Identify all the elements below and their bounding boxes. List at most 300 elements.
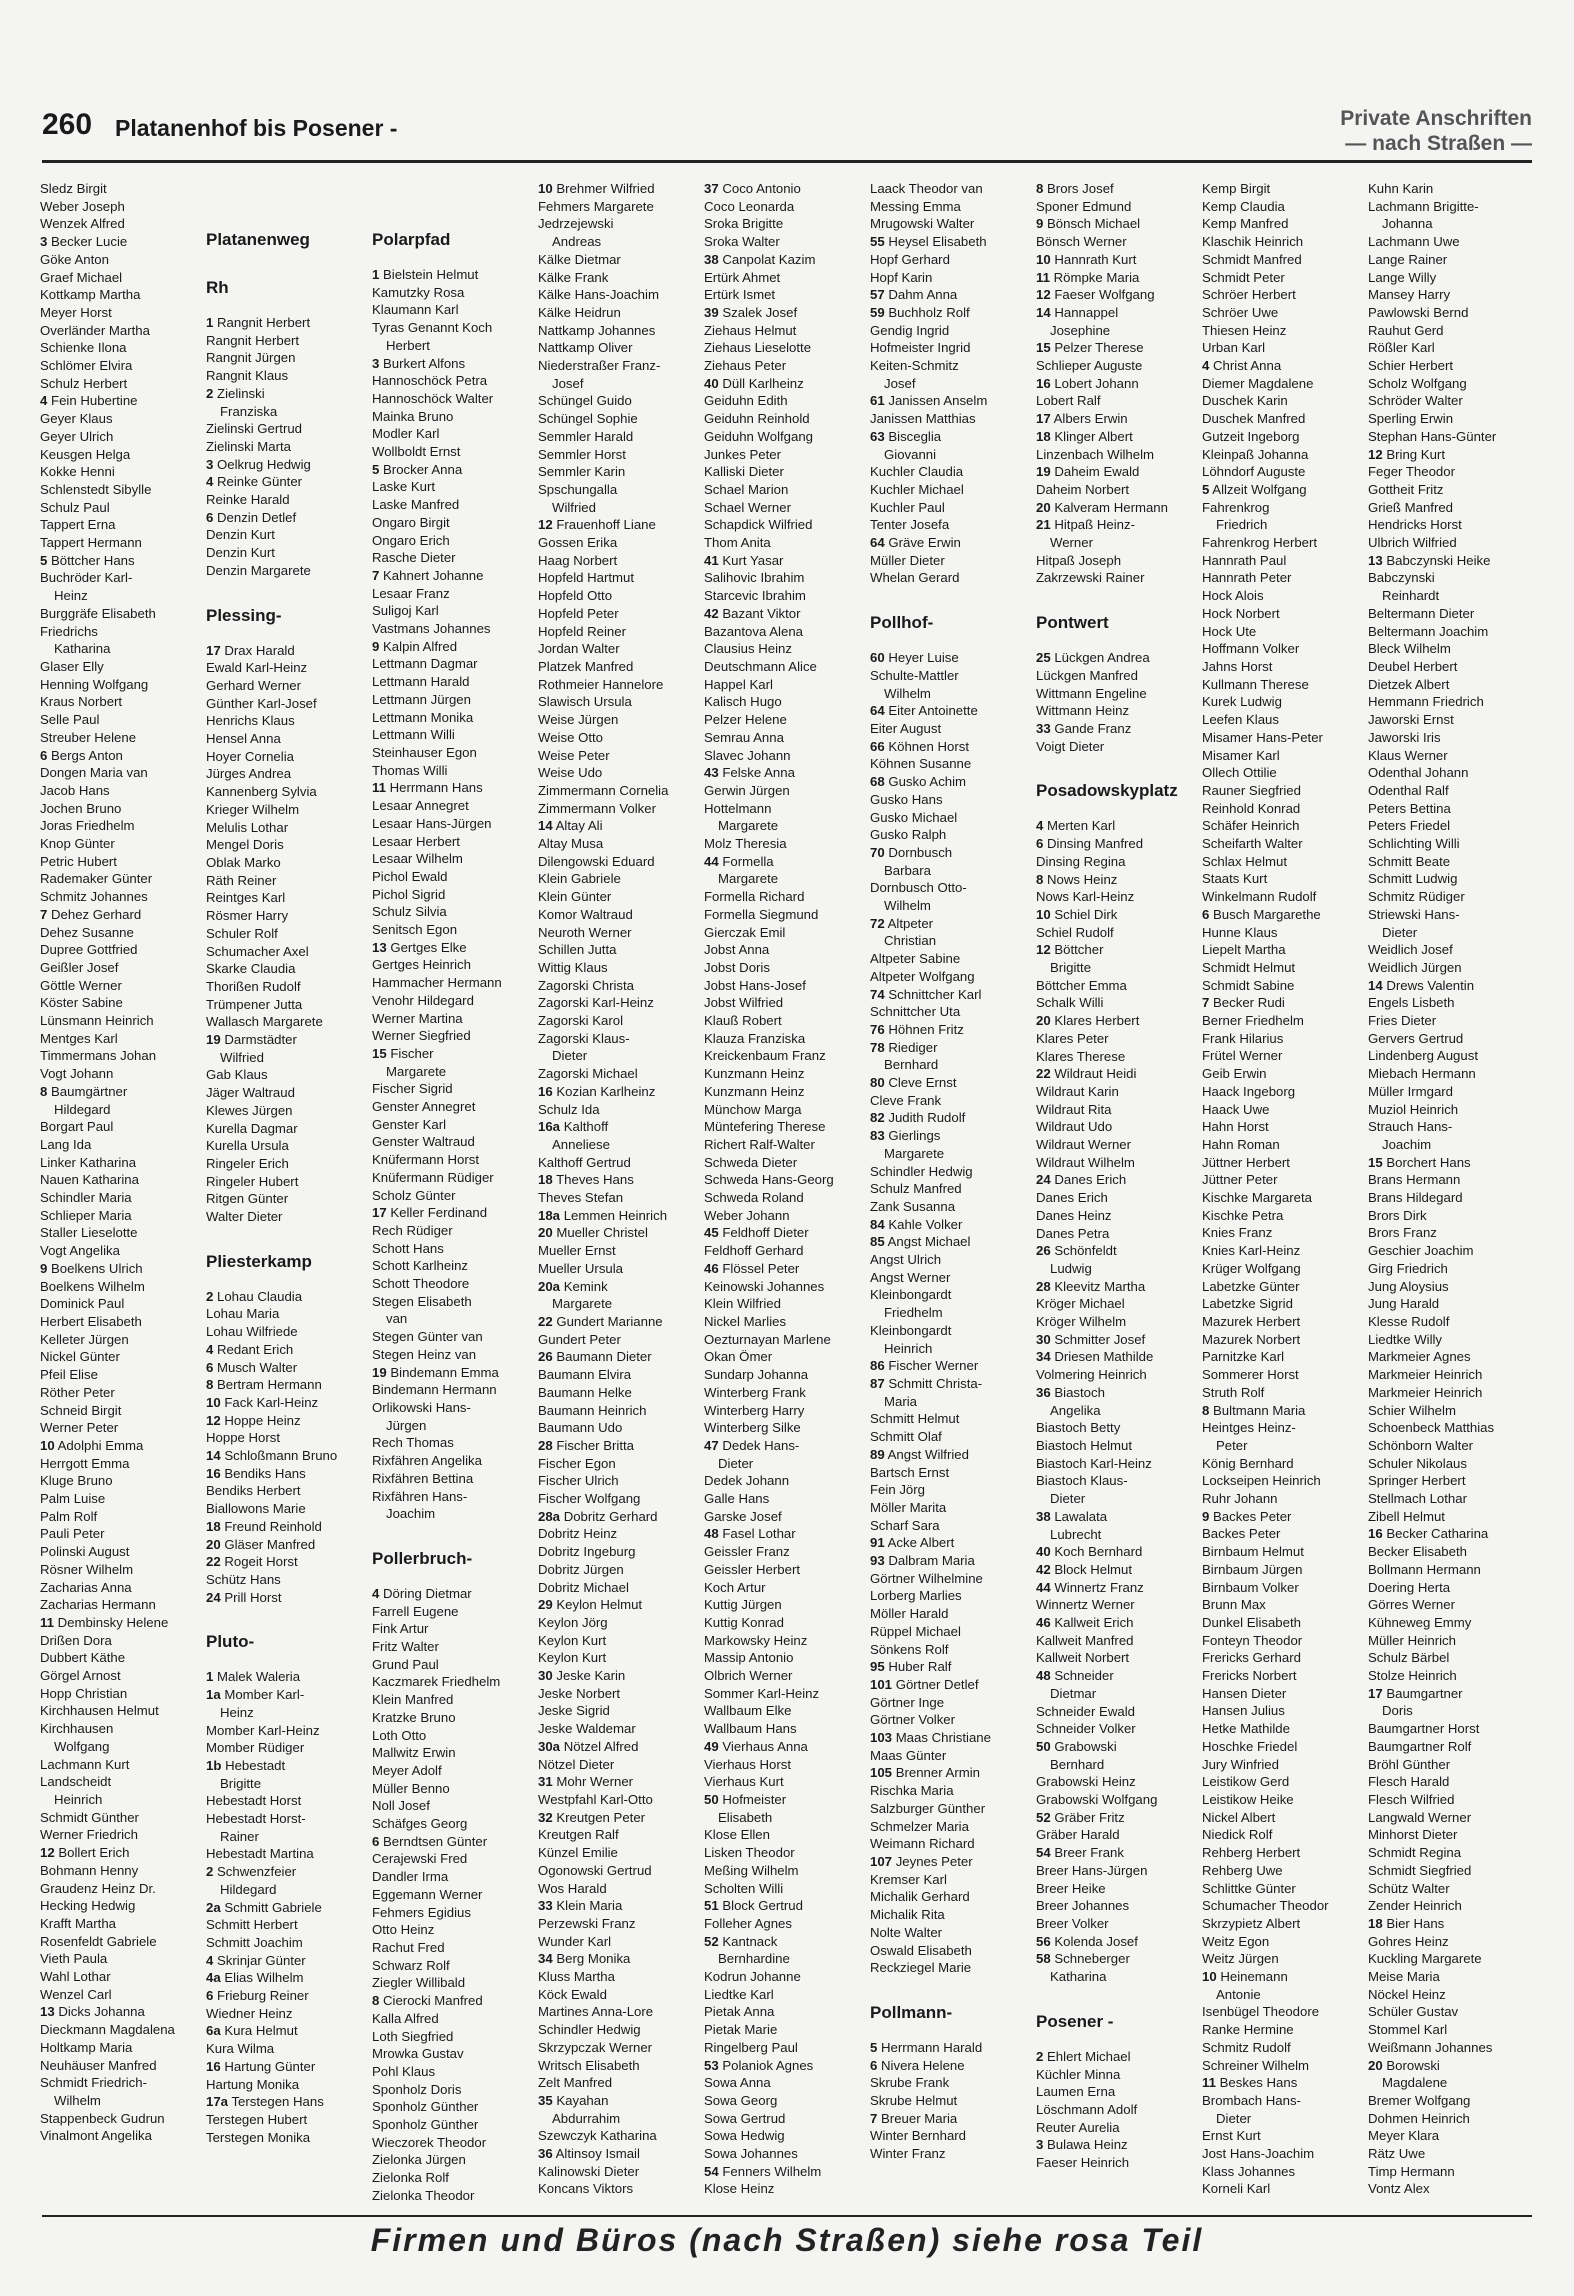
- resident-entry: [40, 180, 200, 198]
- resident-entry: [538, 2039, 698, 2057]
- house-number: 6: [40, 747, 48, 763]
- resident-entry: [372, 1780, 532, 1798]
- resident-entry: [372, 2187, 532, 2205]
- resident-name: Künzel Emilie: [538, 1845, 618, 1861]
- resident-name: Schulz Manfred: [870, 1181, 962, 1197]
- resident-name: Graef Michael: [40, 269, 123, 285]
- resident-name: Gervers Gertrud: [1368, 1030, 1464, 1046]
- resident-name: Schneberger: [1054, 1951, 1130, 1967]
- resident-name: Heinemann: [1220, 1969, 1288, 1985]
- house-number: 15: [1036, 340, 1051, 356]
- resident-entry: [538, 1632, 698, 1650]
- resident-name: Gusko Ralph: [870, 827, 947, 843]
- resident-entry: [704, 1455, 864, 1473]
- resident-name: Zielinski Gertrud: [206, 421, 303, 437]
- house-number: 1: [372, 267, 380, 282]
- resident-entry: [538, 1596, 698, 1614]
- resident-entry: [40, 1207, 200, 1225]
- house-number: 30a: [538, 1738, 561, 1754]
- resident-name: Frank Hilarius: [1202, 1030, 1284, 1046]
- resident-name: Schlax Helmut: [1202, 853, 1288, 869]
- resident-entry: [870, 410, 1030, 428]
- resident-name: Rätz Uwe: [1368, 2146, 1426, 2162]
- resident-entry: [40, 1030, 200, 1048]
- resident-name: Görgel Arnost: [40, 1668, 121, 1684]
- resident-entry: [870, 286, 1030, 304]
- resident-name: Schüngel Sophie: [538, 411, 638, 427]
- resident-name: Jäger Waltraud: [206, 1085, 295, 1101]
- resident-name: Rauner Siegfried: [1202, 782, 1301, 798]
- resident-name: Richert Ralf-Walter: [704, 1136, 815, 1152]
- resident-name: Thorißen Rudolf: [206, 978, 301, 994]
- resident-name: Jacob Hans: [40, 782, 110, 798]
- resident-entry: [1368, 322, 1528, 340]
- resident-name: Malek Waleria: [217, 1669, 301, 1685]
- resident-name: Kahle Volker: [888, 1216, 963, 1232]
- resident-entry: [1202, 1685, 1362, 1703]
- resident-entry: [1368, 552, 1528, 570]
- resident-name: Block Gertrud: [722, 1898, 803, 1914]
- resident-entry: [1368, 357, 1528, 375]
- resident-name: Jeske Norbert: [538, 1685, 621, 1701]
- resident-entry: [1036, 1048, 1196, 1066]
- resident-entry: [870, 534, 1030, 552]
- house-number: 20: [1368, 2057, 1383, 2073]
- resident-name: Kuttig Jürgen: [704, 1597, 782, 1613]
- house-number: 12: [1368, 446, 1383, 462]
- resident-name: Kreutgen Ralf: [538, 1827, 619, 1843]
- resident-entry: [40, 676, 200, 694]
- resident-entry: [40, 2003, 200, 2021]
- resident-name: Baumgartner Rolf: [1368, 1738, 1472, 1754]
- resident-name: Borowski: [1386, 2057, 1440, 2073]
- street-heading: Pluto-: [206, 1632, 255, 1652]
- resident-entry: [1202, 392, 1362, 410]
- resident-name: Parnitzke Karl: [1202, 1349, 1285, 1365]
- resident-name: Margarete: [718, 818, 779, 834]
- resident-name: Joras Friedhelm: [40, 818, 135, 834]
- resident-entry: [704, 1543, 864, 1561]
- house-number: 24: [206, 1589, 221, 1605]
- resident-name: Kemink: [563, 1278, 608, 1294]
- resident-entry: [538, 534, 698, 552]
- resident-entry: [40, 1738, 200, 1756]
- resident-entry: [704, 1702, 864, 1720]
- resident-name: Herrmann Harald: [881, 2039, 983, 2055]
- resident-name: Danes Petra: [1036, 1225, 1110, 1241]
- resident-entry: [372, 1310, 532, 1328]
- resident-name: Kamutzky Rosa: [372, 284, 465, 300]
- house-number: 6: [870, 2057, 878, 2073]
- resident-name: Sowa Johannes: [704, 2146, 798, 2162]
- resident-name: Wittig Klaus: [538, 959, 608, 975]
- resident-name: Labetzke Sigrid: [1202, 1296, 1293, 1312]
- house-number: 14: [538, 818, 553, 834]
- resident-entry: [1202, 1065, 1362, 1083]
- resident-entry: [1036, 1649, 1196, 1667]
- resident-entry: [40, 1402, 200, 1420]
- resident-entry: [704, 375, 864, 393]
- resident-entry: [40, 198, 200, 216]
- resident-name: Geiduhn Reinhold: [704, 411, 810, 427]
- resident-entry: [704, 817, 864, 835]
- resident-entry: [1202, 1738, 1362, 1756]
- street-heading: Posadowskyplatz: [1036, 781, 1178, 801]
- resident-name: Kleinbongardt: [870, 1287, 952, 1303]
- resident-entry: [538, 1897, 698, 1915]
- resident-entry: [1202, 888, 1362, 906]
- resident-entry: [1368, 1525, 1528, 1543]
- resident-entry: [1036, 1331, 1196, 1349]
- street-heading: Rh: [206, 278, 229, 297]
- resident-entry: [538, 1986, 698, 2004]
- resident-name: Lohau Claudia: [217, 1288, 303, 1304]
- resident-name: Schmitt Olaf: [870, 1429, 942, 1445]
- resident-entry: [372, 2081, 532, 2099]
- resident-name: Schmitt Joachim: [206, 1934, 303, 1950]
- resident-name: Liedtke Karl: [704, 1986, 774, 2002]
- resident-entry: [870, 1056, 1030, 1074]
- resident-entry: [372, 301, 532, 319]
- house-number: 22: [538, 1314, 553, 1329]
- resident-entry: [372, 1505, 532, 1523]
- resident-name: Coco Leonarda: [704, 198, 795, 214]
- resident-entry: [40, 1490, 200, 1508]
- resident-name: Timmermans Johan: [40, 1048, 157, 1064]
- house-number: 9: [372, 638, 380, 654]
- resident-entry: [1368, 569, 1528, 587]
- resident-name: Meise Maria: [1368, 1969, 1440, 1985]
- resident-entry: [40, 711, 200, 729]
- resident-name: Koncans Viktors: [538, 2181, 634, 2197]
- resident-entry: [870, 215, 1030, 233]
- resident-entry: [870, 649, 1030, 667]
- resident-entry: [1368, 2127, 1528, 2145]
- resident-entry: [206, 2093, 366, 2111]
- resident-name: Kallweit Erich: [1054, 1615, 1134, 1631]
- resident-name: Reinke Günter: [217, 474, 303, 490]
- resident-name: Dahm Anna: [888, 287, 958, 303]
- resident-entry: [870, 1092, 1030, 1110]
- resident-entry: [372, 762, 532, 780]
- resident-entry: [40, 1472, 200, 1490]
- resident-entry: [1202, 2021, 1362, 2039]
- resident-entry: [704, 1756, 864, 1774]
- resident-name: Misamer Hans-Peter: [1202, 729, 1323, 745]
- resident-name: Muziol Heinrich: [1368, 1101, 1459, 1117]
- resident-name: Heintges Heinz-: [1202, 1420, 1296, 1436]
- resident-entry: [372, 2134, 532, 2152]
- resident-name: Giovanni: [884, 446, 937, 462]
- resident-entry: [1036, 738, 1196, 756]
- resident-name: Gendig Ingrid: [870, 322, 950, 338]
- resident-name: Jobst Anna: [704, 942, 770, 958]
- resident-entry: [870, 773, 1030, 791]
- resident-name: Günther Karl-Josef: [206, 695, 317, 711]
- resident-name: Schmitter Josef: [1054, 1331, 1146, 1347]
- resident-name: Jung Harald: [1368, 1296, 1440, 1312]
- resident-entry: [870, 1251, 1030, 1269]
- resident-name: Anneliese: [552, 1136, 610, 1152]
- resident-name: Henning Wolfgang: [40, 676, 149, 692]
- resident-entry: [870, 1074, 1030, 1092]
- resident-entry: [206, 677, 366, 695]
- resident-name: Babczynski: [1368, 570, 1435, 586]
- resident-name: Kirchhausen: [40, 1721, 114, 1737]
- resident-name: Oezturnayan Marlene: [704, 1331, 831, 1347]
- resident-name: Rech Rüdiger: [372, 1222, 453, 1238]
- resident-name: Kälke Dietmar: [538, 251, 621, 267]
- resident-name: Hofmeister Ingrid: [870, 340, 971, 356]
- resident-name: Elisabeth: [718, 1809, 773, 1825]
- resident-name: Biastoch Karl-Heinz: [1036, 1455, 1152, 1471]
- resident-name: Zagorski Klaus-: [538, 1030, 630, 1046]
- resident-entry: [1202, 251, 1362, 269]
- house-number: 8: [1202, 1402, 1210, 1418]
- resident-entry: [1202, 1260, 1362, 1278]
- resident-name: Römpke Maria: [1053, 269, 1140, 285]
- resident-entry: [1202, 304, 1362, 322]
- house-number: 54: [704, 2163, 719, 2179]
- resident-name: Wittmann Heinz: [1036, 703, 1130, 719]
- resident-name: Jobst Wilfried: [704, 995, 784, 1011]
- resident-entry: [1036, 888, 1196, 906]
- resident-name: Breuer Maria: [881, 2110, 958, 2126]
- resident-entry: [1368, 1915, 1528, 1933]
- resident-name: Scheifarth Walter: [1202, 836, 1303, 852]
- resident-entry: [704, 1809, 864, 1827]
- resident-name: Dobritz Heinz: [538, 1526, 618, 1542]
- house-number: 78: [870, 1039, 885, 1055]
- resident-name: Gutzeit Ingeborg: [1202, 428, 1300, 444]
- resident-name: Petric Hubert: [40, 853, 117, 869]
- resident-entry: [1036, 1189, 1196, 1207]
- resident-name: Klose Heinz: [704, 2181, 775, 2197]
- house-number: 87: [870, 1376, 885, 1391]
- resident-name: Böttcher Hans: [51, 552, 135, 568]
- resident-entry: [206, 1412, 366, 1430]
- resident-entry: [538, 977, 698, 995]
- resident-entry: [1036, 1118, 1196, 1136]
- resident-entry: [1036, 1508, 1196, 1526]
- resident-entry: [1036, 1402, 1196, 1420]
- resident-entry: [40, 357, 200, 375]
- resident-entry: [1036, 702, 1196, 720]
- house-number: 83: [870, 1128, 885, 1144]
- resident-name: Jung Aloysius: [1368, 1278, 1449, 1294]
- resident-entry: [1036, 1844, 1196, 1862]
- street-heading: Platanenweg: [206, 230, 310, 249]
- resident-entry: [704, 729, 864, 747]
- resident-entry: [1368, 1809, 1528, 1827]
- resident-entry: [40, 2127, 200, 2145]
- resident-entry: [704, 1419, 864, 1437]
- resident-name: Geyer Ulrich: [40, 428, 114, 444]
- resident-entry: [40, 322, 200, 340]
- resident-name: Niedick Rolf: [1202, 1827, 1273, 1843]
- resident-name: Ewald Karl-Heinz: [206, 660, 308, 676]
- resident-name: Klauß Robert: [704, 1013, 782, 1029]
- resident-name: Dunkel Elisabeth: [1202, 1614, 1301, 1630]
- house-number: 58: [1036, 1951, 1051, 1967]
- resident-name: Winterberg Frank: [704, 1384, 806, 1400]
- resident-entry: [870, 1906, 1030, 1924]
- resident-entry: [1368, 2092, 1528, 2110]
- resident-name: Knies Franz: [1202, 1225, 1273, 1241]
- resident-entry: [704, 286, 864, 304]
- resident-name: Friedrich: [1216, 517, 1268, 533]
- resident-entry: [1036, 1791, 1196, 1809]
- resident-name: Weimann Richard: [870, 1836, 975, 1852]
- resident-entry: [206, 562, 366, 580]
- resident-name: Skrinjar Günter: [217, 1952, 306, 1968]
- page-number: 260: [42, 108, 93, 141]
- resident-name: Jahns Horst: [1202, 658, 1273, 674]
- house-number: 6: [206, 1359, 214, 1375]
- resident-entry: [206, 712, 366, 730]
- resident-entry: [1368, 2057, 1528, 2075]
- resident-entry: [704, 658, 864, 676]
- resident-name: Rosenfeldt Gabriele: [40, 1933, 157, 1949]
- resident-name: Denzin Margarete: [206, 562, 311, 578]
- resident-name: Kleinbongardt: [870, 1322, 952, 1338]
- resident-entry: [538, 499, 698, 517]
- resident-entry: [372, 1638, 532, 1656]
- resident-entry: [1368, 1472, 1528, 1490]
- resident-name: Hildegard: [220, 1881, 277, 1897]
- resident-name: Laumen Erna: [1036, 2084, 1116, 2100]
- resident-name: Kuchler Paul: [870, 499, 945, 515]
- resident-entry: [870, 755, 1030, 773]
- resident-name: Gierlings: [888, 1128, 941, 1144]
- street-heading: Pontwert: [1036, 613, 1109, 633]
- resident-entry: [1202, 1207, 1362, 1225]
- resident-entry: [1202, 428, 1362, 446]
- resident-name: Koch Bernhard: [1054, 1544, 1143, 1560]
- resident-entry: [538, 215, 698, 233]
- resident-entry: [1368, 1083, 1528, 1101]
- resident-name: Dalbram Maria: [888, 1553, 975, 1569]
- resident-name: Engels Lisbeth: [1368, 995, 1455, 1011]
- resident-name: Diemer Magdalene: [1202, 375, 1314, 391]
- resident-entry: [372, 974, 532, 992]
- resident-entry: [1036, 685, 1196, 703]
- resident-name: Dehez Gerhard: [51, 906, 142, 922]
- resident-entry: [206, 1536, 366, 1554]
- house-number: 10: [538, 181, 553, 196]
- resident-name: Schmitt Christa-: [888, 1376, 983, 1391]
- resident-name: Abdurrahim: [552, 2110, 621, 2126]
- resident-name: Gräber Fritz: [1054, 1809, 1125, 1825]
- resident-entry: [538, 1278, 698, 1296]
- resident-name: Weber Johann: [704, 1207, 790, 1223]
- resident-entry: [870, 1039, 1030, 1057]
- resident-name: Lachmann Uwe: [1368, 234, 1460, 250]
- resident-entry: [206, 783, 366, 801]
- resident-name: Sowa Hedwig: [704, 2128, 785, 2144]
- resident-name: Leistikow Heike: [1202, 1791, 1294, 1807]
- resident-name: Kemp Claudia: [1202, 198, 1285, 214]
- resident-entry: [704, 1012, 864, 1030]
- house-number: 10: [1036, 906, 1051, 922]
- resident-entry: [40, 924, 200, 942]
- resident-entry: [1202, 1525, 1362, 1543]
- resident-name: Tyras Genannt Koch: [372, 320, 493, 336]
- resident-name: Lang Ida: [40, 1136, 92, 1152]
- resident-entry: [1202, 977, 1362, 995]
- resident-entry: [1036, 1667, 1196, 1685]
- resident-name: Biastoch: [1054, 1384, 1105, 1400]
- resident-name: Sperling Erwin: [1368, 411, 1454, 427]
- resident-entry: [1202, 1579, 1362, 1597]
- resident-entry: [870, 1835, 1030, 1853]
- resident-name: Kreickenbaum Franz: [704, 1048, 826, 1064]
- resident-entry: [1036, 410, 1196, 428]
- house-number: 12: [1036, 287, 1051, 303]
- resident-name: Biallowons Marie: [206, 1501, 306, 1517]
- resident-name: Allzeit Wolfgang: [1212, 481, 1307, 497]
- resident-name: Scharf Sara: [870, 1517, 940, 1533]
- house-number: 1b: [206, 1757, 222, 1773]
- resident-name: Altpeter: [887, 915, 934, 931]
- resident-entry: [870, 1393, 1030, 1411]
- resident-name: Jürgen: [386, 1417, 427, 1433]
- resident-name: Kischke Petra: [1202, 1207, 1284, 1223]
- resident-name: Pelzer Helene: [704, 712, 787, 728]
- house-number: 8: [40, 1083, 48, 1099]
- resident-entry: [538, 1614, 698, 1632]
- resident-name: Bulawa Heinz: [1047, 2137, 1128, 2153]
- house-number: 15: [372, 1045, 387, 1061]
- resident-entry: [1368, 1773, 1528, 1791]
- resident-name: Gertges Elke: [390, 939, 467, 955]
- resident-entry: [538, 1331, 698, 1349]
- resident-name: Skrube Helmut: [870, 2093, 958, 2109]
- resident-name: Dedek Hans-: [722, 1437, 800, 1453]
- resident-entry: [1036, 1933, 1196, 1951]
- house-number: 30: [538, 1668, 553, 1684]
- resident-entry: [206, 526, 366, 544]
- resident-name: Platzek Manfred: [538, 658, 634, 674]
- resident-entry: [538, 1207, 698, 1225]
- resident-entry: [870, 791, 1030, 809]
- resident-name: Sundarp Johanna: [704, 1367, 809, 1383]
- resident-entry: [1368, 1224, 1528, 1242]
- resident-name: Liedtke Willy: [1368, 1331, 1443, 1347]
- resident-entry: [870, 357, 1030, 375]
- resident-name: Hottelmann: [704, 800, 772, 816]
- resident-name: Heyer Luise: [888, 650, 959, 666]
- house-number: 48: [1036, 1668, 1051, 1684]
- resident-entry: [704, 552, 864, 570]
- resident-entry: [870, 1357, 1030, 1375]
- resident-entry: [1368, 924, 1528, 942]
- resident-entry: [1202, 1720, 1362, 1738]
- resident-name: Müntefering Therese: [704, 1119, 826, 1135]
- resident-name: Bremer Wolfgang: [1368, 2092, 1471, 2108]
- resident-entry: [538, 1561, 698, 1579]
- resident-name: Bernhard: [1050, 1756, 1105, 1772]
- resident-name: Dieter: [1050, 1491, 1086, 1507]
- house-number: 19: [206, 1032, 221, 1048]
- resident-entry: [870, 1552, 1030, 1570]
- resident-entry: [1202, 711, 1362, 729]
- resident-name: Klass Johannes: [1202, 2163, 1296, 2179]
- resident-entry: [40, 764, 200, 782]
- resident-entry: [704, 1295, 864, 1313]
- resident-name: Denzin Kurt: [206, 527, 275, 543]
- resident-name: Jost Hans-Joachim: [1202, 2146, 1315, 2162]
